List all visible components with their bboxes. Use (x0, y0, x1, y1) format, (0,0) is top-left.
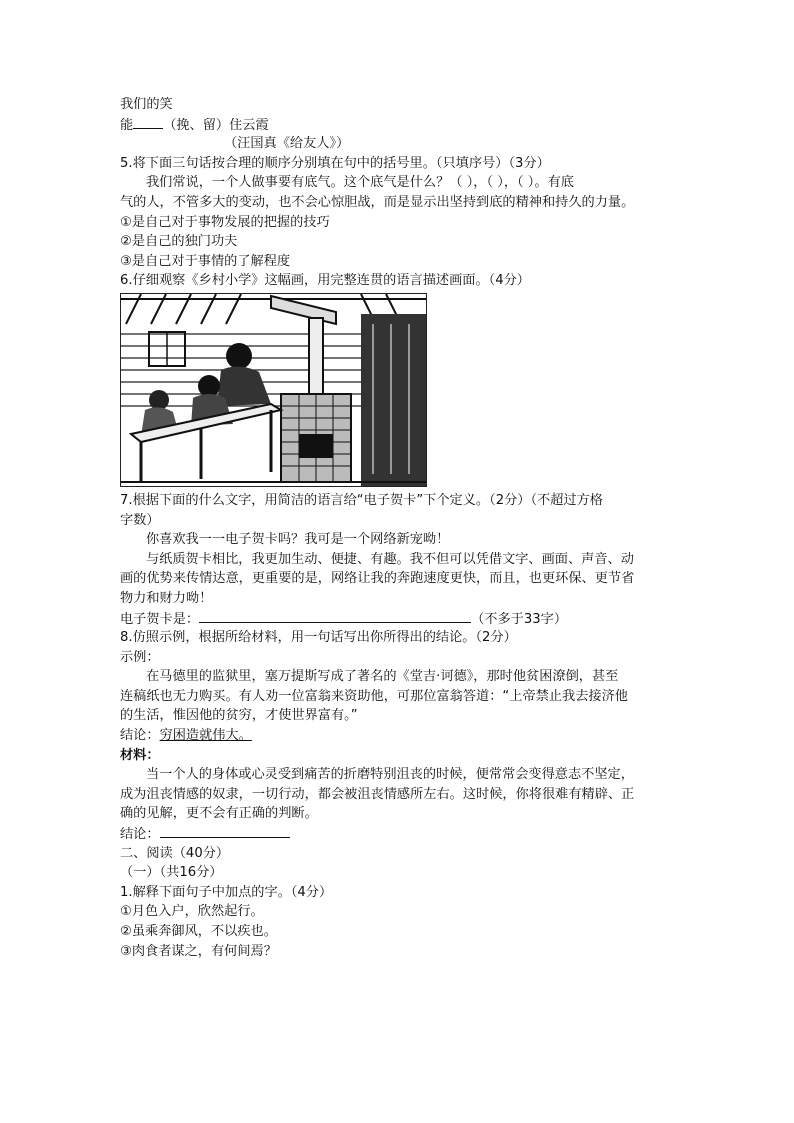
question-5-title: 5.将下面三句话按合理的顺序分别填在句中的括号里。（只填序号）（3分） (120, 155, 550, 171)
question-7-text-1: 你喜欢我一一电子贺卡吗？我可是一个网络新宠呦！ (146, 532, 450, 548)
question-5-option-3: ③是自己对于事情的了解程度 (120, 253, 291, 269)
question-8-answer: 结论： (120, 824, 680, 844)
question-5-option-1: ①是自己对于事物发展的把握的技巧 (120, 214, 330, 230)
reading-question-1-item-2: ②虽乘奔御风，不以疾也。 (120, 924, 277, 939)
question-8-title: 8.仿照示例，根据所给材料，用一句话写出你所得出的结论。（2分） (120, 630, 517, 646)
question-7-text-4: 物力和财力呦！ (120, 590, 213, 606)
reading-question-1-item-3: ③肉食者谋之，有何间焉？ (120, 943, 277, 959)
question-8-example-conclusion: 结论：穷困造就伟大。 (120, 728, 252, 744)
poem-source: （汪国真《给友人》） (224, 136, 350, 152)
poem-line-1: 我们的笑 (120, 97, 173, 112)
question-7-title-1: 7.根据下面的什么文字，用简洁的语言给“电子贺卡”下个定义。（2分）（不超过方格 (120, 492, 603, 508)
section-2-heading: 二、阅读（40分） (120, 845, 230, 861)
village-school-illustration (120, 293, 427, 487)
question-5-text-1: 我们常说，一个人做事要有底气。这个底气是什么？（ ），（ ），（ ）。有底 (146, 175, 574, 191)
question-8-material-label: 材料： (120, 747, 160, 763)
fill-blank[interactable] (133, 115, 163, 129)
poem-line-2: 能 （挽、留）住云霞 (120, 115, 680, 135)
question-7-answer: 电子贺卡是： （不多于33字） (120, 609, 680, 629)
answer-blank[interactable] (199, 609, 471, 623)
question-8-material-3: 确的见解，更不会有正确的判断。 (120, 806, 318, 822)
section-2-part-1: （一）（共16分） (120, 865, 223, 881)
question-8-example-2: 连稿纸也无力购买。有人劝一位富翁来资助他，可那位富翁答道：“上帝禁止我去接济他 (120, 688, 628, 704)
question-8-example-3: 的生活，惟因他的贫穷，才使世界富有。” (120, 708, 358, 724)
question-8-example-label: 示例： (120, 649, 160, 665)
question-7-title-2: 字数） (120, 512, 160, 528)
question-7-text-2: 与纸质贺卡相比，我更加生动、便捷、有趣。我不但可以凭借文字、画面、声音、动 (146, 551, 634, 567)
answer-blank[interactable] (160, 824, 290, 838)
question-8-example-1: 在马德里的监狱里，塞万提斯写成了著名的《堂吉·诃德》，那时他贫困潦倒，甚至 (146, 669, 619, 685)
question-5-text-2: 气的人，不管多大的变动，也不会心惊胆战，而是显示出坚持到底的精神和持久的力量。 (120, 194, 635, 210)
reading-question-1-item-1: ①月色入户，欣然起行。 (120, 904, 264, 920)
question-8-material-2: 成为沮丧情感的奴隶，一切行动，都会被沮丧情感所左右。这时候，你将很难有精辟、正 (120, 786, 635, 802)
document-page (120, 95, 680, 961)
question-8-material-1: 当一个人的身体或心灵受到痛苦的折磨特别沮丧的时候，便常常会变得意志不坚定， (146, 767, 634, 783)
question-7-text-3: 画的优势来传情达意，更重要的是，网络让我的奔跑速度更快，而且，也更环保、更节省 (120, 571, 635, 587)
question-5-option-2: ②是自己的独门功夫 (120, 234, 238, 250)
question-6-title: 6.仔细观察《乡村小学》这幅画，用完整连贯的语言描述画面。（4分） (120, 273, 530, 289)
reading-question-1-title: 1.解释下面句子中加点的字。（4分） (120, 884, 333, 900)
